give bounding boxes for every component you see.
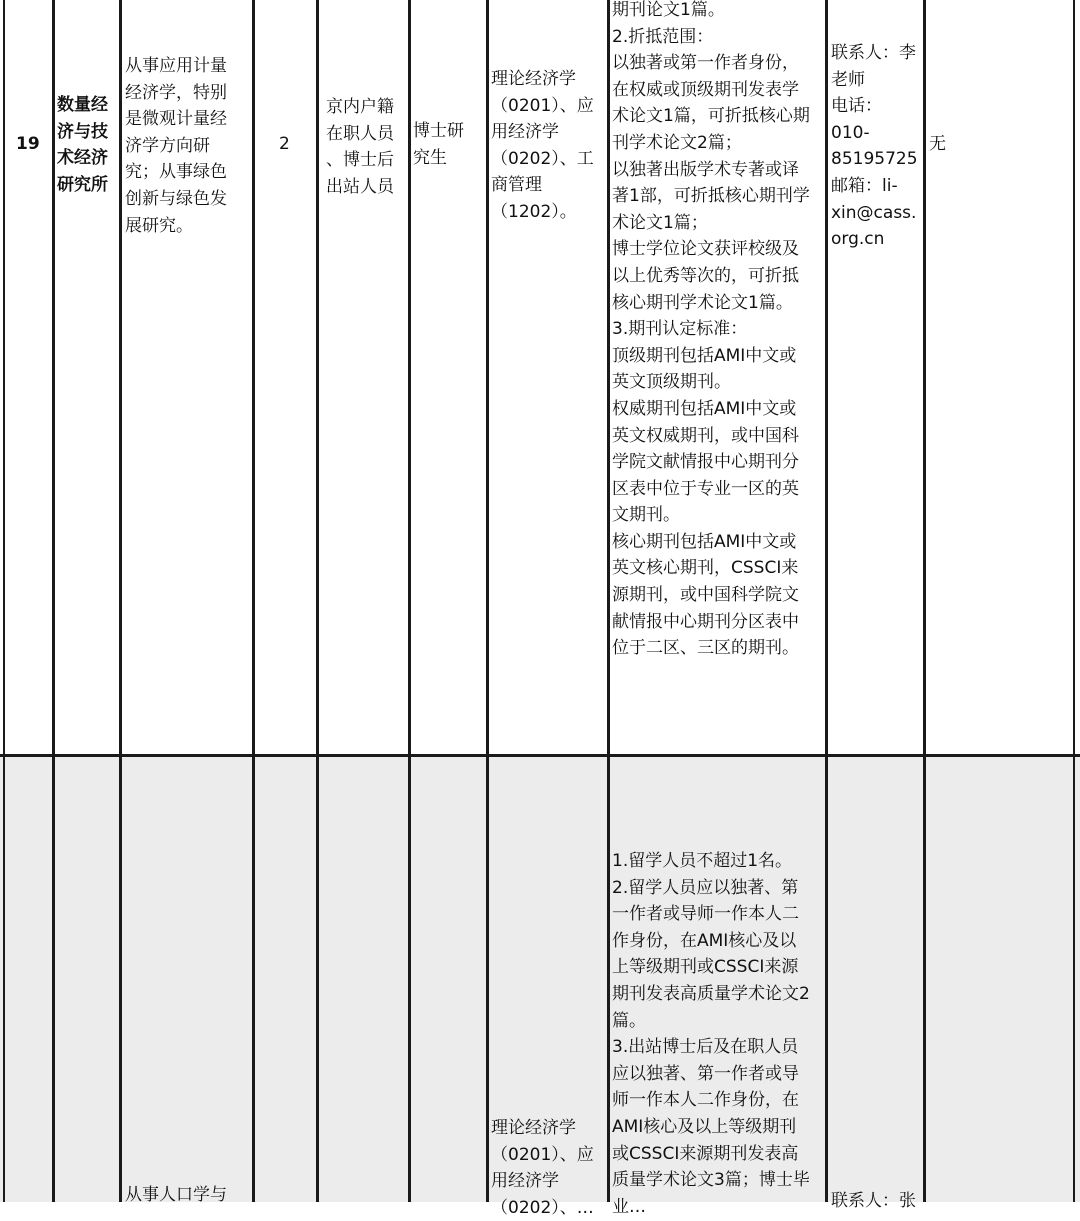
grid-line <box>52 0 55 1202</box>
other-requirements: 期刊论文1篇。 2.折抵范围： 以独著或第一作者身份， 在权威或顶级期刊发表学 术论文1篇，可折抵核心期 刊学术论文2篇； 以独著出版学术专著或译 著1部，可折抵核心期刊学 术论文1篇； 博士学位论文获评校级及 以上优秀等次的，可折抵 核心期刊学术论文1篇。 3.期刊认定标准： 顶级期刊包括AMI中文或 英文顶级期刊。 权威期刊包括AMI中文或 英文权威期刊，或中国科 学院文献情报中心期刊分 区表中位于专业一区的英 文期刊。 核心期刊包括AMI中文或 英文核心期刊，CSSCI来 源期刊，或中国科学院文 献情报中心期刊分区表中 位于二区、三区的期刊。 <box>612 0 810 659</box>
major-requirement: 理论经济学 （0201）、应 用经济学 （0202）、工 商管理 （1202）。 <box>491 69 594 222</box>
grid-line <box>119 0 122 1202</box>
grid-line <box>1073 0 1075 1202</box>
other-requirements: 1.留学人员不超过1名。 2.留学人员应以独著、第 一作者或导师一作本人二 作身份，在AMI核心及以 上等级期刊或CSSCI来源 期刊发表高质量学术论文2 篇。 3.出站博士后及在职人员 应以独著、第一作者或导 师一作本人二作身份，在 AMI核心及以上等级期刊 或CSSCI来源期刊发表高 质量学术论文3篇；博士毕 业… <box>612 851 810 1217</box>
remarks: 无 <box>929 134 946 154</box>
unit-name: 数量经 济与技 术经济 研究所 <box>57 95 108 195</box>
research-direction: 从事人口学与 <box>125 1185 227 1205</box>
research-direction: 从事应用计量 经济学，特别 是微观计量经 济学方向研 究；从事绿色 创新与绿色发 展研究。 <box>125 56 227 236</box>
grid-line <box>923 0 926 1202</box>
contact-info: 联系人：张 <box>831 1191 916 1211</box>
major-requirement: 理论经济学 （0201）、应 用经济学 （0202）、… <box>491 1118 594 1218</box>
contact-info: 联系人：李 老师 电话： 010- 85195725 邮箱：li- xin@cass. org.cn <box>831 43 918 250</box>
row-divider <box>0 754 1080 757</box>
grid-line <box>408 0 411 1202</box>
row-index: 19 <box>16 134 40 154</box>
grid-line <box>486 0 489 1202</box>
grid-line <box>252 0 255 1202</box>
grid-line <box>607 0 610 1202</box>
degree-requirement: 博士研 究生 <box>413 121 464 168</box>
grid-line <box>825 0 828 1202</box>
applicant-source: 京内户籍 在职人员 、博士后 出站人员 <box>326 97 394 197</box>
grid-line <box>316 0 319 1202</box>
recruit-count: 2 <box>279 134 290 154</box>
grid-line <box>3 0 5 1202</box>
